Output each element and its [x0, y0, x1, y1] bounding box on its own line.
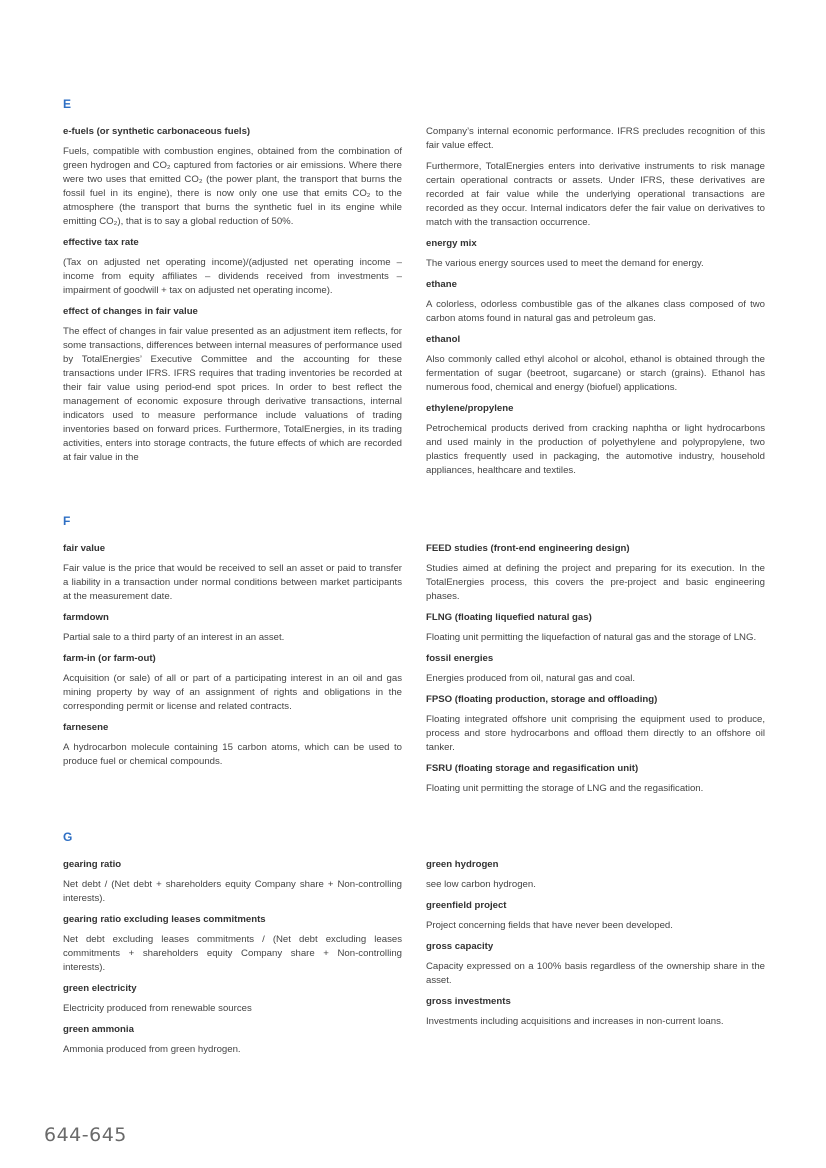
glossary-definition: The various energy sources used to meet the demand for energy. [426, 258, 704, 269]
section-e [63, 97, 765, 485]
section-e-left-column [63, 125, 402, 485]
section-f-right-column [426, 542, 765, 803]
glossary-definition: Net debt excluding leases commitments / (Net debt excluding leases commitments + shareholders equity Company share + Non-controlling interests). [63, 934, 402, 973]
section-f [63, 514, 765, 803]
glossary-definition: Floating integrated offshore unit comprising the equipment used to produce, process and store hydrocarbons and offload them directly to an offshore oil tanker. [426, 714, 765, 753]
glossary-definition-continuation: Company’s internal economic performance. IFRS precludes recognition of this fair value effect. [426, 126, 765, 151]
glossary-term: effective tax rate [63, 237, 139, 248]
glossary-term: energy mix [426, 238, 477, 249]
section-letter-g: G [63, 830, 73, 844]
glossary-definition: Capacity expressed on a 100% basis regardless of the ownership share in the asset. [426, 961, 765, 986]
section-f-left-column [63, 542, 402, 803]
glossary-term: gearing ratio excluding leases commitments [63, 914, 266, 925]
section-g-right-column [426, 858, 765, 1064]
section-letter-e: E [63, 97, 72, 111]
glossary-definition: A colorless, odorless combustible gas of the alkanes class composed of two carbon atoms found in natural gas and petroleum gas. [426, 299, 765, 324]
glossary-definition: Petrochemical products derived from cracking naphtha or light hydrocarbons and used mainly in the production of polyethylene and polypropylene, two plastics frequently used in packaging, the automotive industry, household appliances, healthcare and textiles. [426, 423, 765, 476]
glossary-definition: Investments including acquisitions and increases in non-current loans. [426, 1016, 724, 1027]
glossary-definition: Partial sale to a third party of an interest in an asset. [63, 632, 285, 643]
glossary-definition: (Tax on adjusted net operating income)/(adjusted net operating income – income from equity affiliates – dividends received from investments – impairment of goodwill + tax on adjusted net operating income). [63, 257, 402, 296]
section-letter-f: F [63, 514, 71, 528]
glossary-term: farmdown [63, 612, 109, 623]
glossary-term: farnesene [63, 722, 109, 733]
glossary-definition: Floating unit permitting the storage of LNG and the regasification. [426, 783, 704, 794]
glossary-definition-continuation: Furthermore, TotalEnergies enters into derivative instruments to risk manage certain operational contracts or assets. Under IFRS, these derivatives are recorded at fair value while the underlying operational transactions are recorded as they occur. Internal indicators defer the fair value on derivatives to match with the transaction occurrence. [426, 161, 765, 228]
glossary-term: green hydrogen [426, 859, 499, 870]
glossary-term: green ammonia [63, 1024, 134, 1035]
glossary-term: gearing ratio [63, 859, 122, 870]
page-number: 644-645 [44, 1124, 127, 1146]
glossary-definition: Net debt / (Net debt + shareholders equity Company share + Non-controlling interests). [63, 879, 402, 904]
glossary-term: ethane [426, 279, 457, 290]
glossary-definition: Ammonia produced from green hydrogen. [63, 1044, 241, 1055]
glossary-term: farm-in (or farm-out) [63, 653, 156, 664]
glossary-definition: Project concerning fields that have never been developed. [426, 920, 673, 931]
glossary-definition: Electricity produced from renewable sources [63, 1003, 252, 1014]
section-g-left-column [63, 858, 402, 1064]
glossary-term: FPSO (floating production, storage and offloading) [426, 694, 658, 705]
section-e-right-column [426, 125, 765, 485]
glossary-term: FSRU (floating storage and regasification unit) [426, 763, 639, 774]
glossary-term: fair value [63, 543, 106, 554]
glossary-definition: Acquisition (or sale) of all or part of a participating interest in an oil and gas mining property by way of an assignment of rights and obligations in the corresponding permit or license and related contracts. [63, 673, 402, 712]
glossary-definition: Fair value is the price that would be received to sell an asset or paid to transfer a liability in a transaction under normal conditions between market participants at the measurement date. [63, 563, 402, 602]
section-g [63, 830, 765, 1064]
glossary-definition: Energies produced from oil, natural gas and coal. [426, 673, 636, 684]
glossary-term: e-fuels (or synthetic carbonaceous fuels) [63, 126, 251, 137]
glossary-term: greenfield project [426, 900, 507, 911]
glossary-term: effect of changes in fair value [63, 306, 198, 317]
glossary-term: ethylene/propylene [426, 403, 514, 414]
glossary-term: FLNG (floating liquefied natural gas) [426, 612, 592, 623]
glossary-definition: The effect of changes in fair value presented as an adjustment item reflects, for some transactions, differences between internal measures of performance used by TotalEnergies’ Executive Committee and the accounting for these transactions under IFRS. IFRS requires that trading inventories be recorded at their fair value using period-end spot prices. In order to best reflect the management of economic exposure through derivative transactions, internal indicators used to measure performance include valuations of trading inventories based on forward prices. Furthermore, TotalEnergies, in its trading activities, enters into storage contracts, the future effects of which are recorded at fair value in the [63, 326, 402, 463]
glossary-term: FEED studies (front-end engineering design) [426, 543, 630, 554]
glossary-term: fossil energies [426, 653, 494, 664]
glossary-definition: Also commonly called ethyl alcohol or alcohol, ethanol is obtained through the fermentation of sugar (beetroot, sugarcane) or starch (grains). Ethanol has numerous food, chemical and energy (biofuel) applications. [426, 354, 765, 393]
glossary-term: green electricity [63, 983, 137, 994]
glossary-definition: Fuels, compatible with combustion engines, obtained from the combination of green hydrogen and CO₂ captured from factories or air emissions. Where there were two uses that emitted CO₂ (the power plant, the transport that burns the fossil fuel in its engine), there is now only one use that emits CO₂ to the atmosphere (the transport that burns the synthetic fuel in its engine while emitting CO₂), that is to say a global reduction of 50%. [63, 146, 402, 227]
glossary-definition: Studies aimed at defining the project and preparing for its execution. In the TotalEnergies process, this covers the pre-project and basic engineering phases. [426, 563, 765, 602]
glossary-term: gross capacity [426, 941, 494, 952]
glossary-definition: see low carbon hydrogen. [426, 879, 536, 890]
glossary-term: gross investments [426, 996, 511, 1007]
glossary-definition: Floating unit permitting the liquefaction of natural gas and the storage of LNG. [426, 632, 757, 643]
glossary-term: ethanol [426, 334, 461, 345]
glossary-definition: A hydrocarbon molecule containing 15 carbon atoms, which can be used to produce fuel or chemical compounds. [63, 742, 402, 767]
